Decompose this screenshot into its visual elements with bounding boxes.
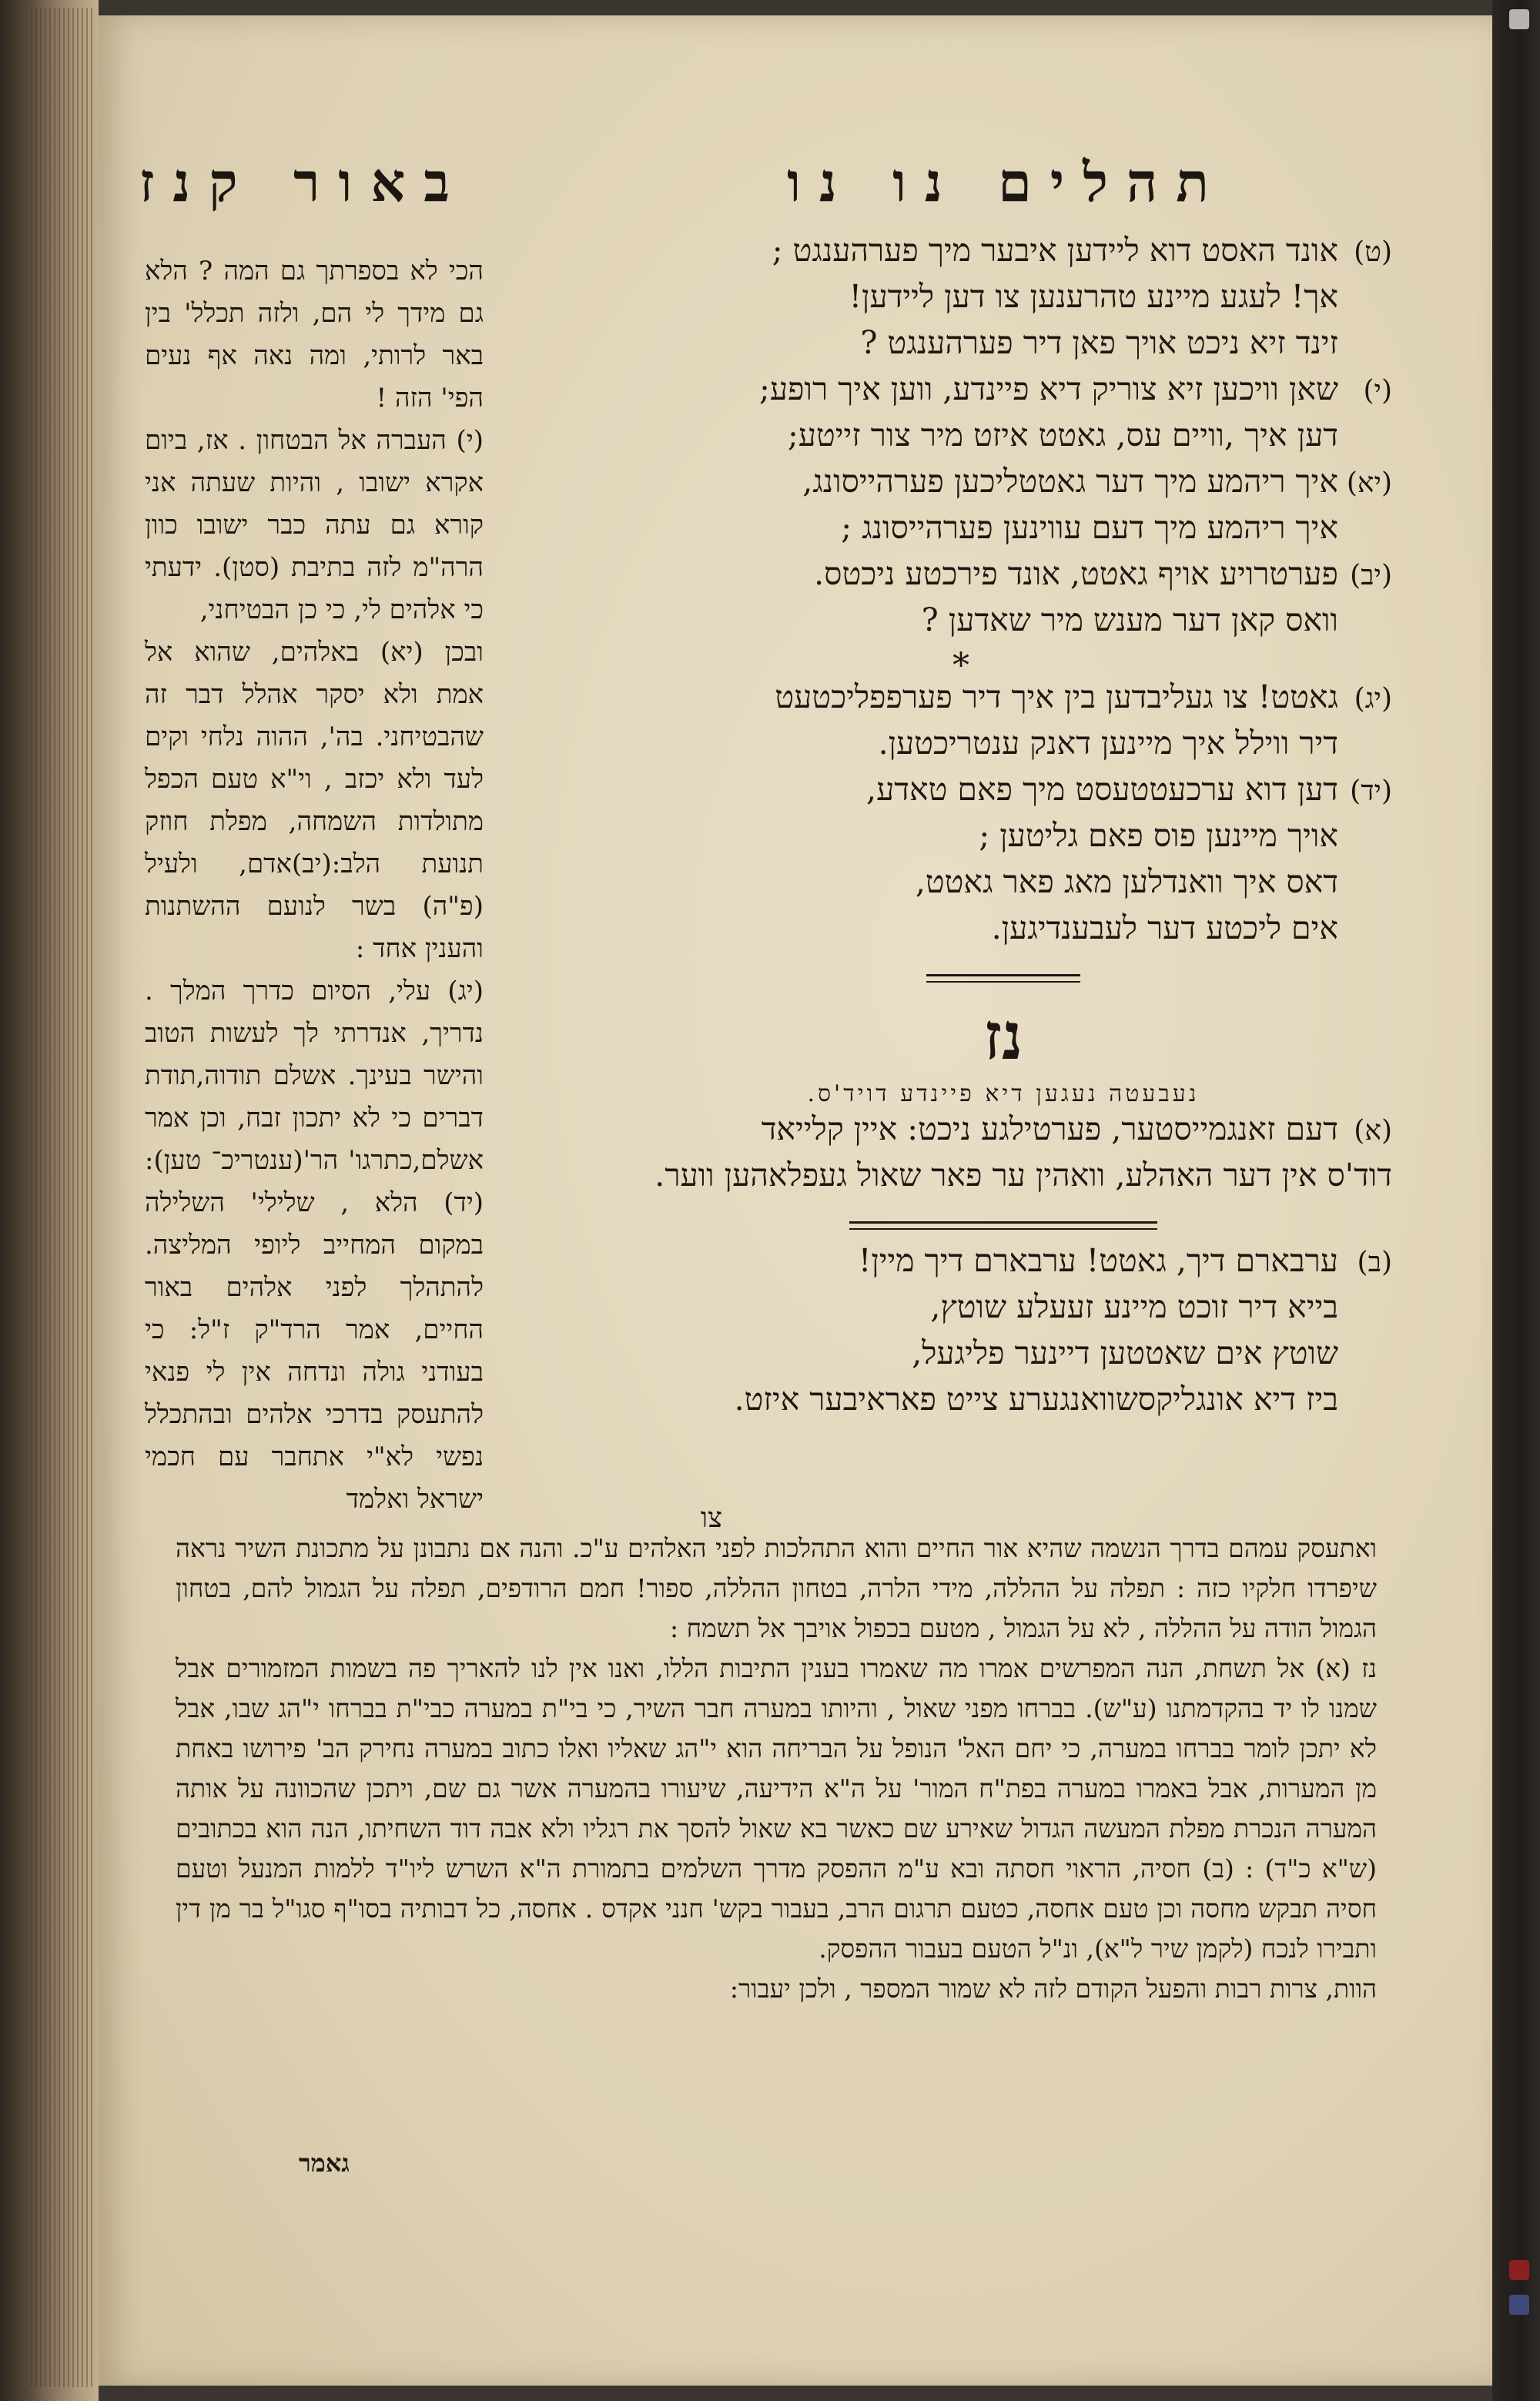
- verse-text: וואס קאן דער מענש מיר שאדען ?: [921, 604, 1338, 638]
- verse-number: (י): [1363, 375, 1392, 407]
- verse-text: אך! לעגע מיינע טהרענען צו דען ליידען!: [849, 281, 1338, 315]
- verse-text: בייא דיר זוכט מיינע זעעלע שוטץ,: [930, 1291, 1338, 1325]
- rim-marker: [1509, 2295, 1529, 2315]
- rim-marker: [1509, 9, 1529, 29]
- verse-line: [614, 235, 1392, 281]
- verse-text: דען איך ,וויים עס, גאטט איזט מיר צור זייטע;: [787, 420, 1338, 454]
- verse-line: [614, 1338, 1392, 1384]
- side-title: באור קנז: [139, 150, 468, 214]
- book-page-edges: [0, 0, 99, 2401]
- verse-line: [614, 681, 1392, 728]
- verse-line: [614, 774, 1392, 820]
- verse-line: [614, 327, 1392, 373]
- verse-text: ערבארם דיך, גאטט! ערבארם דיך מיין!: [858, 1245, 1338, 1279]
- commentary-paragraph: (יג) עלי, הסיום כדרך המלך . נדריך, אנדרתי לך לעשות הטוב והישר בעינך. אשלם תודוה,תודת דברים כי לא יתכון זבח, וכן אמר אשלם,כתרגו' הר'(ענטריכ־ טען): (יד) הלא , שלילי' השלילה במקום המחייב ליופי המליצה. להתהלך לפני אלהים באור החיים, אמר הרד"ק ז"ל: כי בעודני גולה ונדחה אין לי פנאי להתעסק בדרכי אלהים ובהתכלל נפשי לא"י אתחבר עם חכמי ישראל ואלמד: [145, 976, 484, 1515]
- verse-line: [614, 466, 1392, 512]
- verse-line: [614, 558, 1392, 604]
- verse-line: [614, 866, 1392, 913]
- rim-marker: [1509, 2260, 1529, 2280]
- verse-text: אים ליכטע דער לעבענדיגען.: [991, 913, 1338, 946]
- verse-text: שוטץ אים שאטטען דיינער פליגעל,: [912, 1338, 1338, 1371]
- verse-text: שאן וויכען זיא צוריק דיא פיינדע, ווען איך רופע;: [759, 373, 1338, 407]
- verse-column: [614, 235, 1392, 1430]
- signature-mark: גאמר: [299, 2148, 350, 2178]
- commentary-paragraph: נז (א) אל תשחת, הנה המפרשים אמרו מה שאמרו בענין התיבות הללו, ואנו אין לנו להאריך פה בשמות המזמורים אבל שמנו לו יד בהקדמתנו (ע"ש). בברחו מפני שאול , והיותו במערה חבר השיר, כי בי"ת במערה כבי"ת בברחו י"הג שבו, אבל לא יתכן לומר בברחו במערה, כי יחם האל' הנופל על הבריחה הוא י"הג שאליו ואלו כתוב במערה נחירק הב' פירושו באחת מן המערות, אבל באמרו במערה בפת"ח המור' על ה"א הידיעה, שיעורו בהמערה אשר גם שם, ויתכן שהכוונה על אותה המערה הנכרת מפלת המעשה הגדול שאירע שם כאשר בא שאול להסך את רגליו ולא אבה דוד השחיתו, הנה הוא בכתובים (ש"א כ"ד) : (ב) חסיה, הראוי חסתה ובא ע"מ ההפסק מדרך השלמים בתמורת ה"א השרש ליו"ד ללמות המנעל וטעם חסיה תבקש מחסה וכן טעם אחסה, כטעם תרגום הרב, בעבור בקש' חנני אקדס . אחסה, כל דבותיה בסו"ף סגו"ל בר מן דין ותבירו לנכח (לקמן שיר ל"א), ונ"ל הטעם בעבור ההפסק.: [176, 1653, 1377, 1964]
- verse-line: [614, 1160, 1392, 1206]
- verse-number: (יב): [1350, 560, 1392, 591]
- bottom-commentary: [176, 1529, 1377, 2009]
- verse-number: (יא): [1346, 467, 1392, 499]
- verse-text: דעם זאנגמייסטער, פערטילגע ניכט: איין קלייאד: [761, 1113, 1338, 1147]
- verse-line: [614, 728, 1392, 774]
- catchword: צו: [700, 1502, 722, 1534]
- verse-number: (ב): [1357, 1247, 1392, 1278]
- verse-text: ביז דיא אונגליקסשוואנגערע צייט פאראיבער איזט.: [734, 1384, 1338, 1418]
- verse-text: גאטט! צו געליבדען בין איך דיר פערפפליכטעט: [775, 681, 1338, 715]
- verse-line: [614, 604, 1392, 651]
- verse-line: [614, 512, 1392, 558]
- verse-number: (ט): [1354, 236, 1392, 268]
- verse-text: איך ריהמע מיך דער גאטטליכען פערהייסונג,: [802, 466, 1338, 500]
- book-cover-rim: [1492, 0, 1540, 2401]
- verse-number: (יג): [1354, 683, 1392, 715]
- commentary-paragraph: הכי לא בספרתך גם המה ? הלא גם מידך לי הם, ולזה תכלל' בין באר לרותי, ומה נאה אף נעים הפי' הזה !: [145, 256, 484, 414]
- side-commentary: [145, 250, 484, 1521]
- commentary-paragraph: (י) העברה אל הבטחון . אז, ביום אקרא ישובו , והיות שעתה אני קורא גם עתה כבר ישובו כוון הרה"מ לזה בתיבת (סטן). ידעתי כי אלהים לי, כי כן הבטיחני,: [145, 425, 484, 625]
- verse-line: [614, 1245, 1392, 1291]
- verse-number: (א): [1354, 1115, 1392, 1147]
- page-edge-lines: [31, 8, 92, 2387]
- page-title: תהלים נו נו: [787, 150, 1227, 214]
- chapter-number: נז: [983, 998, 1023, 1074]
- section-divider: [849, 1221, 1157, 1230]
- verse-line: [614, 1113, 1392, 1160]
- verse-text: דוד'ס אין דער האהלע, וואהין ער פאר שאול געפלאהען ווער.: [654, 1160, 1392, 1194]
- section-asterisk: *: [952, 646, 969, 685]
- verse-text: פערטרויע אויף גאטט, אונד פירכטע ניכטס.: [814, 558, 1338, 592]
- verse-line: [614, 820, 1392, 866]
- verse-text: אויך מיינען פוס פאם גליטען ;: [979, 820, 1338, 854]
- verse-number: (יד): [1350, 775, 1392, 807]
- verse-line: [614, 1384, 1392, 1430]
- section-divider: [926, 974, 1080, 983]
- verse-line: [614, 373, 1392, 420]
- verse-line: [614, 281, 1392, 327]
- commentary-paragraph: ובכן (יא) באלהים, שהוא אל אמת ולא יסקר אהלל דבר זה שהבטיחני. בה', ההוה נלחי וקים לעד ולא יכזב , וי"א טעם הכפל מתולדות השמחה, מפלת חוזק תנועת הלב:(יב)אדם, ולעיל (פ"ה) בשר לנועם ההשתנות והענין אחד :: [145, 637, 484, 964]
- verse-text: דאס איך וואנדלען מאג פאר גאטט,: [915, 866, 1338, 900]
- commentary-paragraph: ואתעסק עמהם בדרך הנשמה שהיא אור החיים והוא התהלכות לפני האלהים ע"כ. והנה אם נתבונן על מתכונת השיר נראה שיפרדו חלקיו כזה : תפלה על ההללה, מידי הלרה, בטחון ההללה, ספור! חמם הרודפים, תפלה על הגמול להם, בטחון הגמול הודה על ההללה , לא על הגמול , מטעם בכפול אויבך אל תשמח :: [176, 1533, 1377, 1643]
- verse-text: דען דוא ערכעטטעסט מיך פאם טאדע,: [866, 774, 1338, 808]
- verse-text: אונד האסט דוא ליידען איבער מיך פערהענגט ;: [772, 235, 1338, 269]
- verse-text: דיר ווילל איך מיינען דאנק ענטריכטען.: [878, 728, 1338, 762]
- commentary-paragraph: הוות, צרות רבות והפעל הקודם לזה לא שמור המספר , ולכן יעבור:: [729, 1974, 1377, 2004]
- verse-line: [614, 913, 1392, 959]
- verse-line: [614, 420, 1392, 466]
- verse-text: איך ריהמע מיך דעם עווינען פערהייסונג ;: [841, 512, 1338, 546]
- chapter-superscription: נעבעטה נעגען דיא פיינדע דויד'ס.: [807, 1080, 1200, 1107]
- verse-line: [614, 1291, 1392, 1338]
- verse-text: זינד זיא ניכט אויך פאן דיר פערהענגט ?: [860, 327, 1338, 361]
- book-page: [99, 15, 1492, 2386]
